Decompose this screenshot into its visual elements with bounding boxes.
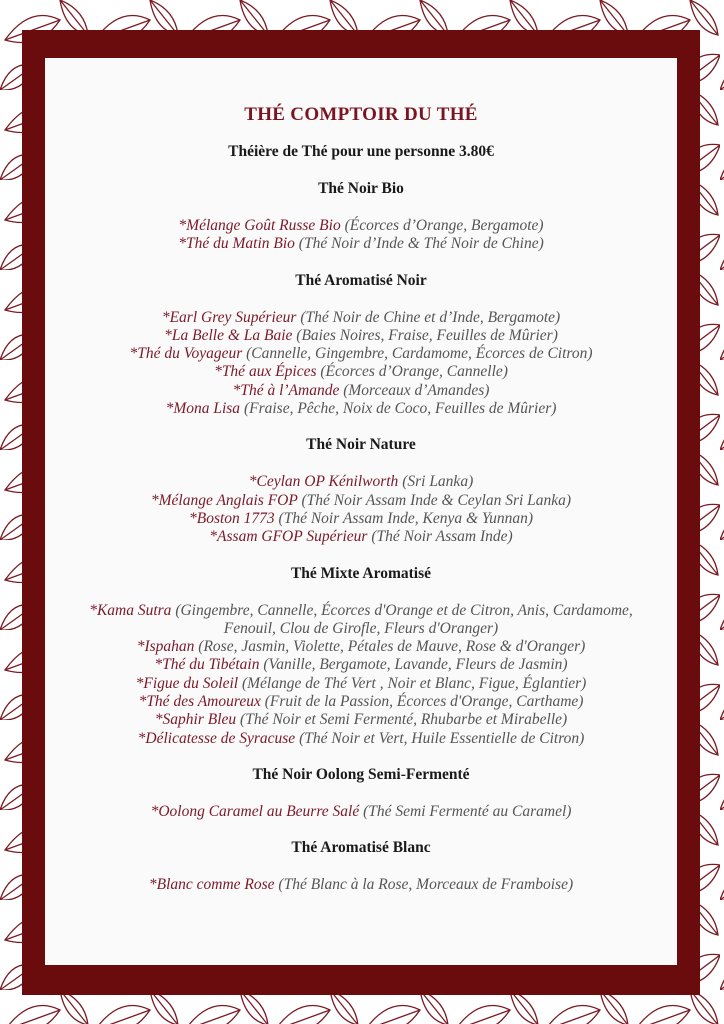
menu-section	[45, 766, 677, 821]
menu-item-description: (Rose, Jasmin, Violette, Pétales de Mauve, Rose & d'Oranger)	[194, 638, 586, 656]
menu-item-name: *Blanc comme Rose	[148, 876, 275, 894]
menu-item-name: *Délicatesse de Syracuse	[137, 729, 296, 747]
menu-item-description: (Fraise, Pêche, Noix de Coco, Feuilles de Mûrier)	[240, 400, 557, 418]
menu-price-line: Théière de Thé pour une personne 3.80€	[228, 143, 494, 160]
menu-item-description: (Thé Noir et Semi Fermenté, Rhubarbe et Mirabelle)	[236, 711, 568, 729]
menu-item	[45, 363, 677, 381]
menu-item	[45, 345, 677, 363]
menu-item-description: (Baies Noires, Fraise, Feuilles de Mûrier)	[292, 326, 558, 344]
menu-item	[45, 309, 677, 327]
menu-item-name: *Kama Sutra	[89, 601, 172, 619]
menu-item	[45, 675, 677, 693]
menu-item-description: (Thé Noir Assam Inde, Kenya & Yunnan)	[274, 509, 534, 527]
menu-item-description: (Thé Semi Fermenté au Caramel)	[359, 802, 572, 820]
section-heading: Thé Noir Nature	[306, 436, 416, 454]
menu-section	[45, 839, 677, 894]
menu-item-description: (Thé Noir de Chine et d’Inde, Bergamote)	[296, 308, 561, 326]
menu-item	[45, 528, 677, 546]
menu-item-name: *Earl Grey Supérieur	[161, 308, 297, 326]
menu-title: THÉ COMPTOIR DU THÉ	[244, 104, 478, 125]
menu-item-name: *Thé aux Épices	[214, 363, 317, 381]
menu-item-name: *Thé à l’Amande	[232, 381, 340, 399]
menu-item	[45, 602, 677, 639]
menu-item	[45, 638, 677, 656]
menu-item	[45, 803, 677, 821]
menu-panel	[45, 58, 677, 965]
menu-item-name: *Mélange Anglais FOP	[150, 491, 298, 509]
menu-item	[45, 693, 677, 711]
menu-item-description: (Thé Noir Assam Inde & Ceylan Sri Lanka)	[297, 491, 572, 509]
section-heading: Thé Aromatisé Noir	[295, 271, 427, 289]
menu-item	[45, 656, 677, 674]
menu-item-description: (Gingembre, Cannelle, Écorces d'Orange et de Citron, Anis, Cardamome, Fenouil, Clou de Girofle, Fleurs d'Oranger)	[171, 601, 633, 637]
menu-item-description: (Fruit de la Passion, Écorces d'Orange, Carthame)	[260, 693, 584, 711]
menu-item-description: (Écorces d’Orange, Cannelle)	[316, 363, 508, 381]
menu-item	[45, 473, 677, 491]
menu-section	[45, 436, 677, 546]
menu-item-name: *Mélange Goût Russe Bio	[178, 217, 341, 234]
menu-item	[45, 510, 677, 528]
menu-item-description: (Thé Noir d’Inde & Thé Noir de Chine)	[294, 235, 544, 253]
menu-item-name: *Assam GFOP Supérieur	[209, 528, 368, 546]
menu-section	[45, 565, 677, 748]
menu-section	[45, 272, 677, 419]
section-heading: Thé Noir Oolong Semi-Fermenté	[252, 765, 470, 783]
menu-item-name: *Mona Lisa	[165, 400, 241, 418]
menu-item-name: *Thé du Tibétain	[154, 656, 260, 674]
menu-item-name: *Saphir Bleu	[154, 711, 237, 729]
menu-item-name: *Figue du Soleil	[135, 674, 239, 692]
menu-item	[45, 217, 677, 235]
menu-item	[45, 492, 677, 510]
section-heading: Thé Mixte Aromatisé	[290, 564, 432, 582]
menu-item-name: *Ispahan	[136, 638, 195, 656]
menu-item	[45, 711, 677, 729]
menu-item-description: (Écorces d’Orange, Bergamote)	[340, 217, 544, 234]
menu-item	[45, 382, 677, 400]
menu-item-description: (Sri Lanka)	[398, 473, 474, 491]
menu-item-name: *Ceylan OP Kénilworth	[248, 473, 399, 491]
menu-section	[45, 180, 677, 254]
menu-item-description: (Thé Blanc à la Rose, Morceaux de Framboise)	[274, 876, 574, 894]
menu-item-description: (Cannelle, Gingembre, Cardamome, Écorces de Citron)	[242, 345, 593, 363]
section-heading: Thé Aromatisé Blanc	[291, 839, 431, 857]
menu-item-name: *Thé des Amoureux	[138, 693, 261, 711]
menu-item-name: *La Belle & La Baie	[164, 326, 293, 344]
menu-item-name: *Thé du Matin Bio	[178, 235, 295, 253]
section-heading: Thé Noir Bio	[318, 180, 404, 197]
menu-item-description: (Morceaux d’Amandes)	[339, 381, 490, 399]
menu-item-description: (Mélange de Thé Vert , Noir et Blanc, Figue, Églantier)	[238, 674, 587, 692]
menu-item-name: *Oolong Caramel au Beurre Salé	[150, 802, 360, 820]
menu-item-description: (Thé Noir Assam Inde)	[367, 528, 513, 546]
menu-item-name: *Thé du Voyageur	[129, 345, 243, 363]
menu-item-description: (Thé Noir et Vert, Huile Essentielle de Citron)	[295, 729, 585, 747]
menu-item-description: (Vanille, Bergamote, Lavande, Fleurs de Jasmin)	[259, 656, 568, 674]
menu-item-name: *Boston 1773	[188, 509, 275, 527]
menu-item	[45, 730, 677, 748]
menu-item	[45, 400, 677, 418]
menu-item	[45, 876, 677, 894]
menu-item	[45, 327, 677, 345]
menu-item	[45, 235, 677, 253]
